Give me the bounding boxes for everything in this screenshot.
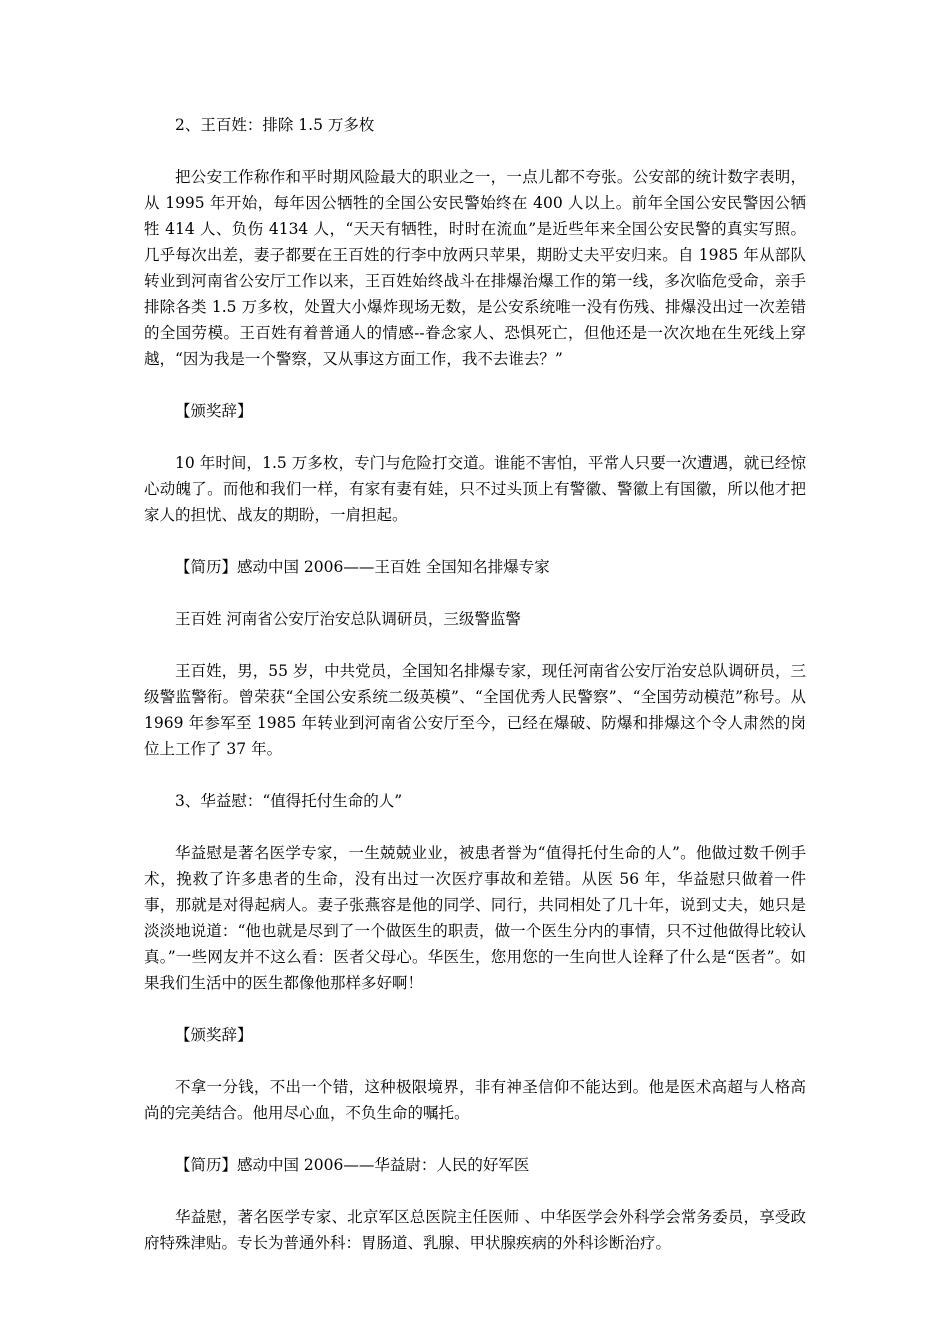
document-page bbox=[144, 112, 806, 1256]
section-body-hua-yiwei: 华益慰是著名医学专家，一生兢兢业业，被患者誉为“值得托付生命的人”。他做过数千例手术，挽救了许多患者的生命，没有出过一次医疗事故和差错。从医 56 年，华益慰只做着一件事，那就是对得起病人。妻子张燕容是他的同学、同行，共同相处了几十年，说到丈夫，她只是淡淡地说道：“他也就是尽到了一个做医生的职责，做一个医生分内的事情，只不过他做得比较认真。”一些网友并不这么看：医者父母心。华医生，您用您的一生向世人诠释了什么是“医者”。如果我们生活中的医生都像他那样多好啊！ bbox=[144, 844, 806, 992]
resume-title-hua-yiwei: 【简历】感动中国 2006——华益尉：人民的好军医 bbox=[175, 1156, 530, 1174]
award-label-wang-baixing: 【颁奖辞】 bbox=[175, 402, 253, 420]
resume-body-hua-yiwei: 华益慰，著名医学专家、北京军区总医院主任医师 、中华医学会外科学会常务委员，享受政府特殊津贴。专长为普通外科：胃肠道、乳腺、甲状腺疾病的外科诊断治疗。 bbox=[144, 1208, 806, 1252]
paragraph-gap bbox=[144, 580, 806, 606]
award-text-wang-baixing: 10 年时间，1.5 万多枚，专门与危险打交道。谁能不害怕，平常人只要一次遭遇，就已经惊心动魄了。而他和我们一样，有家有妻有娃，只不过头顶上有警徽、警徽上有国徽，所以他才把家人的担忧、战友的期盼，一肩担起。 bbox=[144, 454, 806, 524]
paragraph-gap bbox=[144, 1126, 806, 1152]
section-heading-wang-baixing: 2、王百姓：排除 1.5 万多枚 bbox=[175, 116, 375, 134]
paragraph-gap bbox=[144, 372, 806, 398]
paragraph-gap bbox=[144, 424, 806, 450]
award-label-hua-yiwei: 【颁奖辞】 bbox=[175, 1026, 253, 1044]
paragraph-gap bbox=[144, 996, 806, 1022]
paragraph-gap bbox=[144, 1178, 806, 1204]
resume-title-wang-baixing: 【简历】感动中国 2006——王百姓 全国知名排爆专家 bbox=[175, 558, 550, 576]
resume-subtitle-wang-baixing: 王百姓 河南省公安厅治安总队调研员，三级警监警 bbox=[175, 610, 521, 628]
resume-body-wang-baixing: 王百姓，男，55 岁，中共党员，全国知名排爆专家，现任河南省公安厅治安总队调研员，三级警监警衔。曾荣获“全国公安系统二级英模”、“全国优秀人民警察”、“全国劳动模范”称号。从 1969 年参军至 1985 年转业到河南省公安厅至今，已经在爆破、防爆和排爆这个令人肃然的岗位上工作了 37 年。 bbox=[144, 662, 806, 758]
paragraph-gap bbox=[144, 138, 806, 164]
award-text-hua-yiwei: 不拿一分钱，不出一个错，这种极限境界，非有神圣信仰不能达到。他是医术高超与人格高尚的完美结合。他用尽心血，不负生命的嘱托。 bbox=[144, 1078, 806, 1122]
paragraph-gap bbox=[144, 1048, 806, 1074]
section-heading-hua-yiwei: 3、华益慰：“值得托付生命的人” bbox=[175, 792, 403, 810]
paragraph-gap bbox=[144, 814, 806, 840]
paragraph-gap bbox=[144, 762, 806, 788]
paragraph-gap bbox=[144, 528, 806, 554]
paragraph-gap bbox=[144, 632, 806, 658]
section-body-wang-baixing: 把公安工作称作和平时期风险最大的职业之一，一点儿都不夸张。公安部的统计数字表明，从 1995 年开始，每年因公牺牲的全国公安民警始终在 400 人以上。前年全国公安民警因公牺牲 414 人、负伤 4134 人，“天天有牺牲，时时在流血”是近些年来全国公安民警的真实写照。几乎每次出差，妻子都要在王百姓的行李中放两只苹果，期盼丈夫平安归来。自 1985 年从部队转业到河南省公安厅工作以来，王百姓始终战斗在排爆治爆工作的第一线，多次临危受命，亲手排除各类 1.5 万多枚，处置大小爆炸现场无数，是公安系统唯一没有伤残、排爆没出过一次差错的全国劳模。王百姓有着普通人的情感--眷念家人、恐惧死亡，但他还是一次次地在生死线上穿越，“因为我是一个警察，又从事这方面工作，我不去谁去？” bbox=[144, 168, 806, 368]
